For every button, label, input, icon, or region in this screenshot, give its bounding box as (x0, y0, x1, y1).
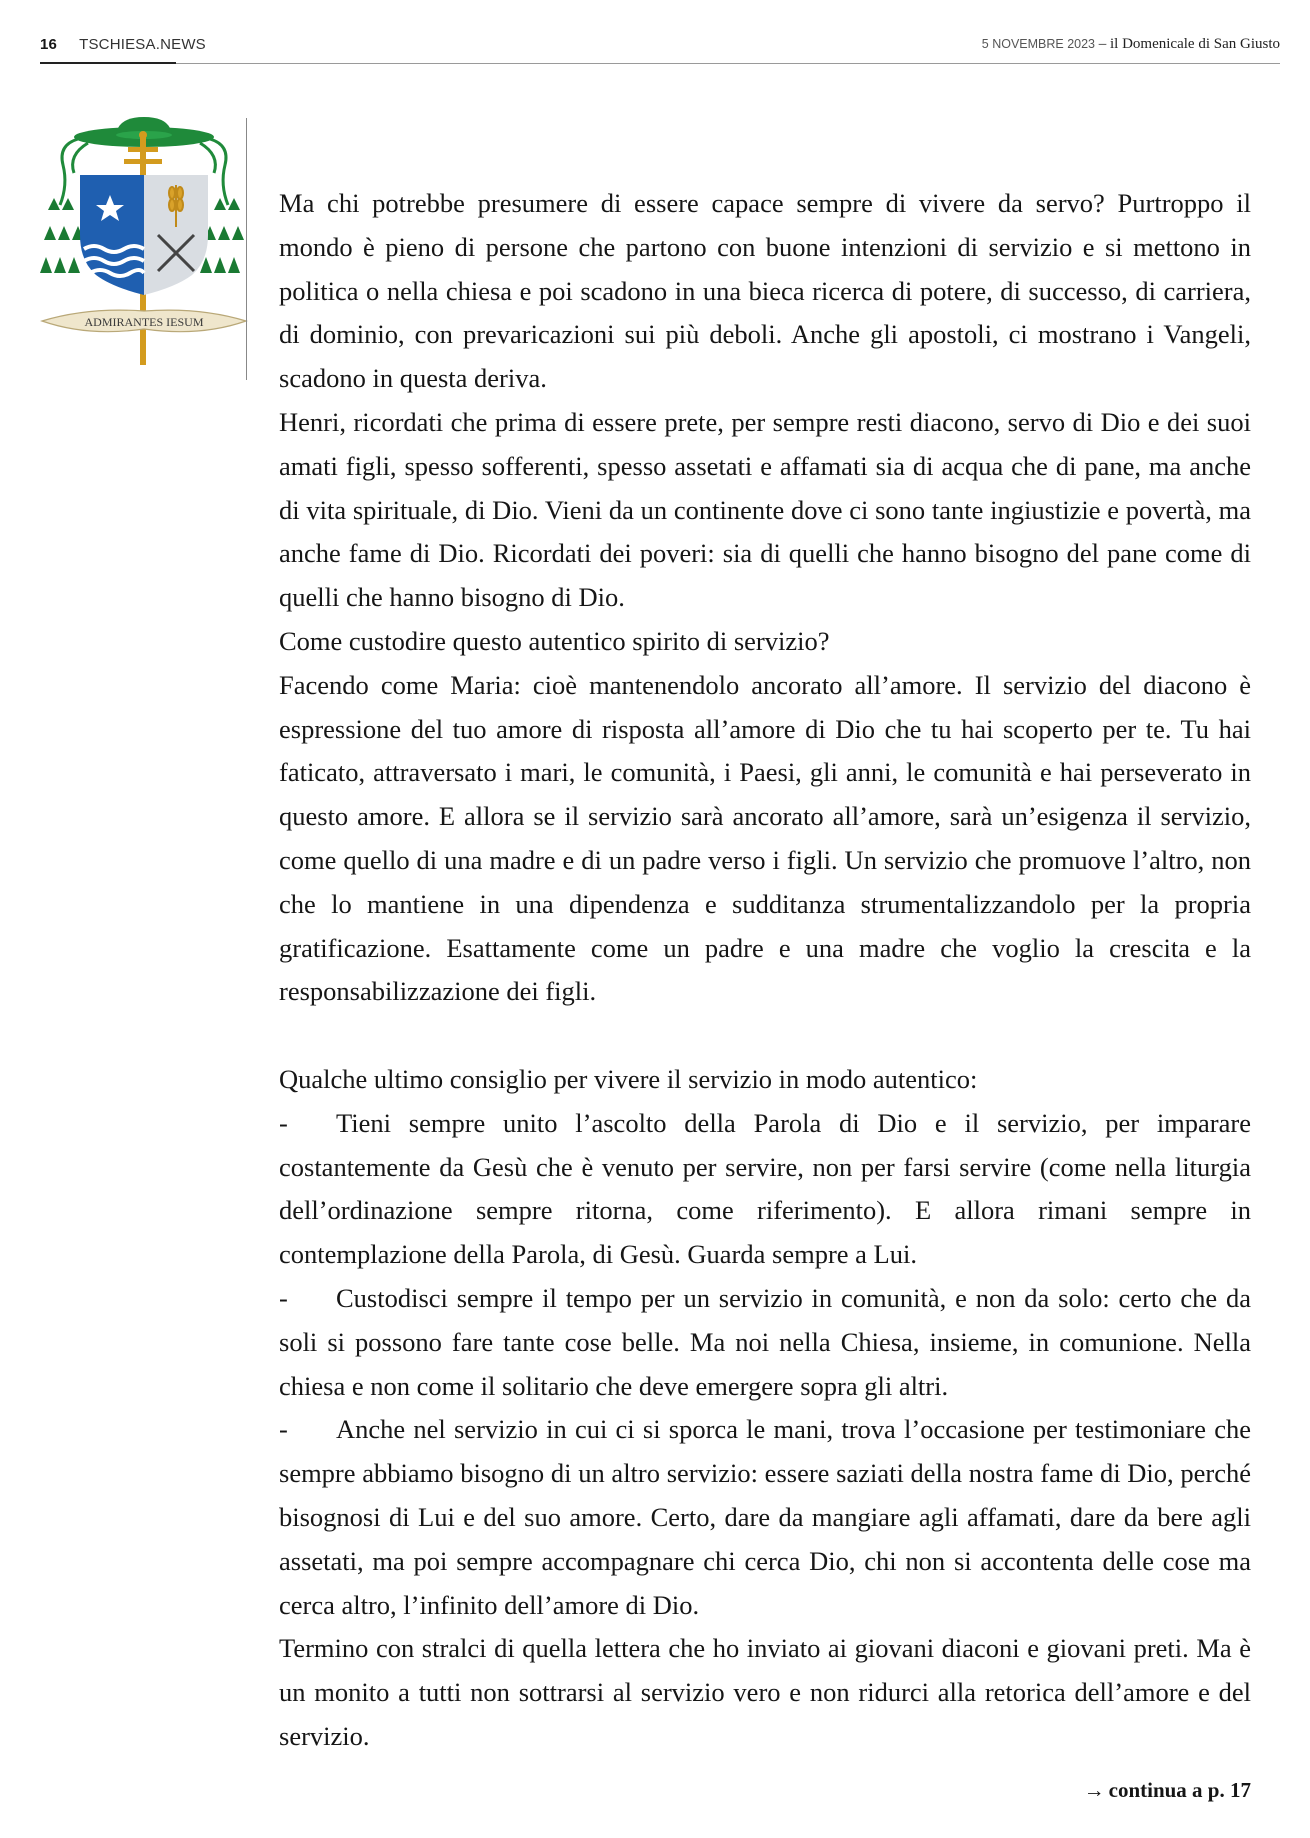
page-header (40, 36, 1280, 64)
header-right (982, 36, 1280, 53)
paragraph: Qualche ultimo consiglio per vivere il servizio in modo autentico: (279, 1063, 978, 1094)
paragraph: Facendo come Maria: cioè mantenendolo ancorato all’amore. Il servizio del diacono è espressione del tuo amore di risposta all’amore di Dio che tu hai scoperto per te. Tu hai faticato, attraversato i mari, le comunità, i Paesi, gli anni, le comunità e hai perseverato in questo amore. E allora se il servizio sarà ancorato all’amore, sarà un’esigenza il servizio, come quello di una madre e di un padre verso i figli. Un servizio che promuove l’altro, non che lo mantiene in una dipendenza e sudditanza strumentalizzandolo per la propria gratificazione. Esattamente come un padre e una madre che voglio la crescita e la responsabilizzazione dei figli. (279, 669, 1251, 1007)
site-name: TSCHIESA.NEWS (79, 36, 206, 53)
list-item (279, 1277, 1251, 1408)
header-separator: – (1095, 36, 1111, 52)
arrow-right-icon: → (1083, 1778, 1105, 1802)
crest-motto: ADMIRANTES IESUM (84, 315, 204, 329)
issue-date: 5 NOVEMBRE 2023 (981, 37, 1096, 51)
bullet-mark: - (279, 1282, 288, 1313)
paragraph: Come custodire questo autentico spirito di servizio? (279, 625, 830, 656)
continuation-link[interactable] (1084, 1778, 1251, 1803)
header-left (40, 36, 206, 53)
list-item-text: Anche nel servizio in cui ci si sporca le mani, trova l’occasione per testimoniare che sempre abbiamo bisogno di un altro servizio: essere saziati della nostra fame di Dio, perché bisognosi di Lui e del suo amore. Certo, dare da mangiare agli affamati, dare da bere agli assetati, ma poi sempre accompagnare chi cerca Dio, chi non si accontenta delle cose ma cerca altro, l’infinito dell’amore di Dio. (279, 1414, 1251, 1620)
paragraph-gap (279, 1014, 1251, 1058)
header-rule (40, 63, 1280, 64)
list-item (279, 1408, 1251, 1627)
bullet-mark: - (279, 1414, 288, 1445)
list-item (279, 1102, 1251, 1277)
paragraph: Henri, ricordati che prima di essere prete, per sempre resti diacono, servo di Dio e dei suoi amati figli, spesso sofferenti, spesso assetati e affamati sia di acqua che di pane, ma anche di vita spirituale, di Dio. Vieni da un continente dove ci sono tante ingiustizie e povertà, ma anche fame di Dio. Ricordati dei poveri: sia di quelli che hanno bisogno del pane come di quelli che hanno bisogno di Dio. (279, 406, 1251, 613)
list-item-text: Tieni sempre unito l’ascolto della Parola di Dio e il servizio, per imparare costantemente da Gesù che è venuto per servire, non per farsi servire (come nella liturgia dell’ordinazione sempre ritorna, come riferimento). E allora rimani sempre in contemplazione della Parola, di Gesù. Guarda sempre a Lui. (279, 1107, 1251, 1270)
closing-paragraph: Termino con stralci di quella lettera che ho inviato ai giovani diaconi e giovani preti. Ma è un monito a tutti non sottrarsi al servizio vero e non ridurci alla retorica dell’amore e del servizio. (279, 1633, 1251, 1751)
publication-name: il Domenicale di San Giusto (1110, 36, 1280, 52)
continuation-text: continua a p. 17 (1108, 1778, 1251, 1802)
list-item-text: Custodisci sempre il tempo per un servizio in comunità, e non da solo: certo che da soli si possono fare tante cose belle. Ma noi nella Chiesa, insieme, in comunione. Nella chiesa e non come il solitario che deve emergere sopra gli altri. (279, 1282, 1251, 1401)
paragraph: Ma chi potrebbe presumere di essere capace sempre di vivere da servo? Purtroppo il mondo è pieno di persone che partono con buone intenzioni di servizio e si mettono in politica o nella chiesa e poi scadono in una bieca ricerca di potere, di successo, di carriera, di dominio, con prevaricazioni sui più deboli. Anche gli apostoli, ci mostrano i Vangeli, scadono in questa deriva. (279, 188, 1251, 394)
bullet-mark: - (279, 1107, 288, 1138)
header-rule-accent (40, 62, 176, 64)
article-body (279, 182, 1251, 1759)
vertical-divider (246, 118, 247, 380)
coat-of-arms-image (38, 115, 250, 385)
page-number: 16 (40, 36, 58, 53)
